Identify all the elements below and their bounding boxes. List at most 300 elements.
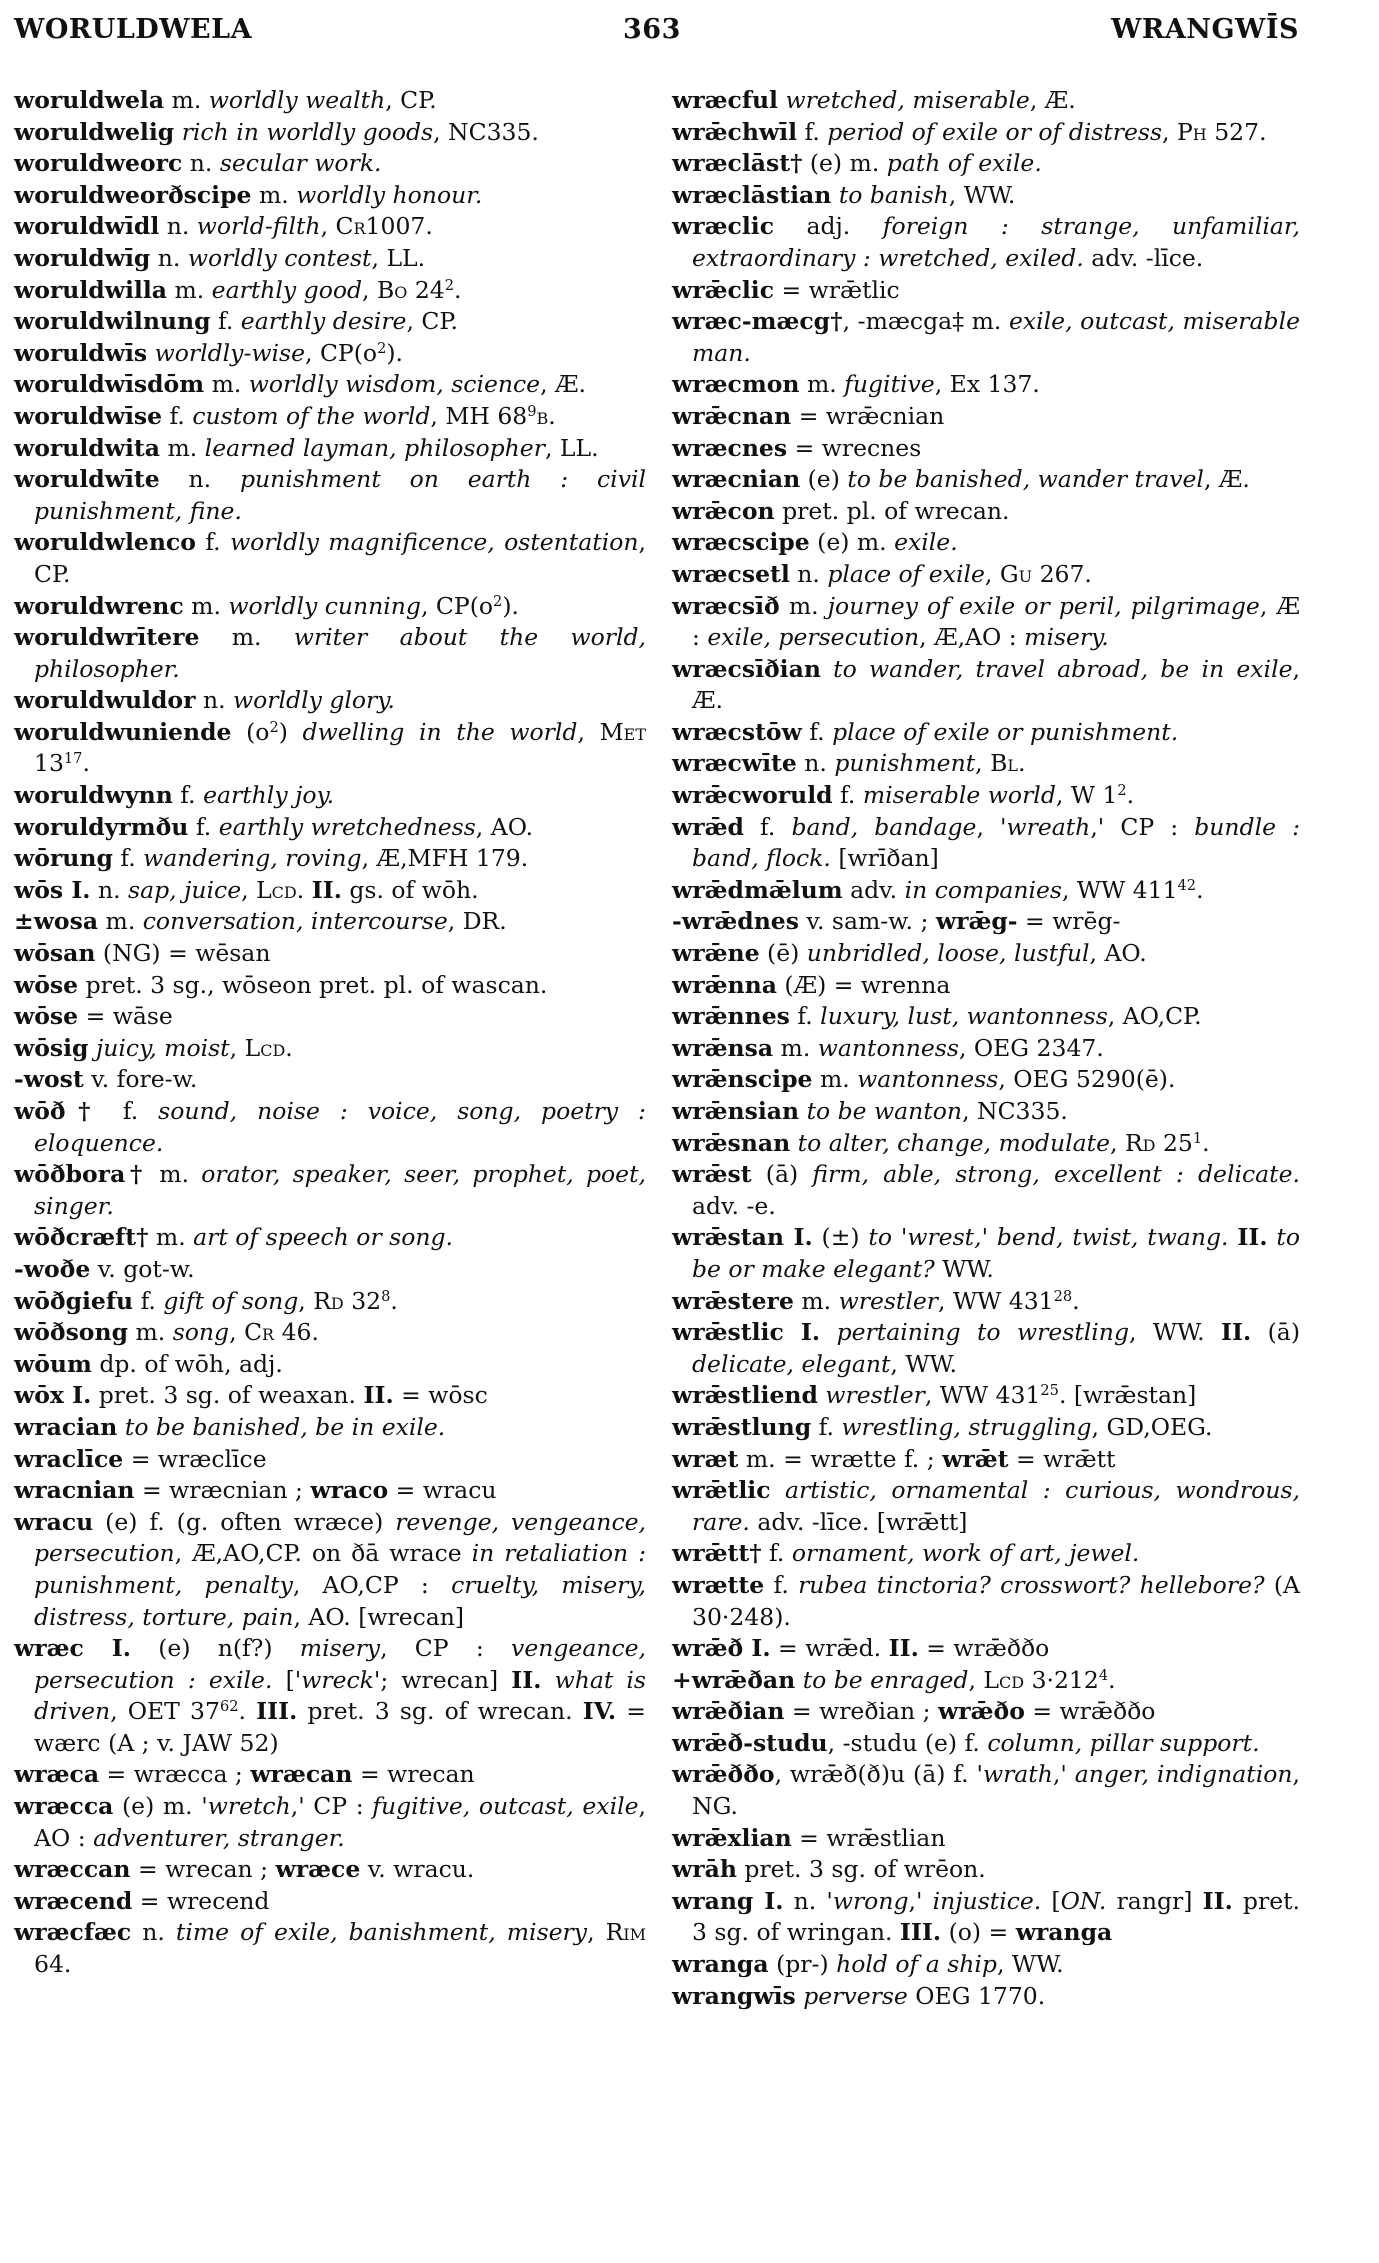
dictionary-entry xyxy=(672,1286,1300,1318)
dictionary-entry xyxy=(672,1412,1300,1444)
entry-text xyxy=(89,1034,96,1062)
dictionary-entry xyxy=(672,1728,1300,1760)
entry-text: 64. xyxy=(34,1950,72,1979)
definition: delicate, elegant xyxy=(692,1349,891,1378)
dictionary-entry xyxy=(14,906,646,938)
entry-text xyxy=(799,1097,806,1125)
definition: vengeance, persecution : exile. xyxy=(34,1634,646,1694)
definition: earthly wretchedness xyxy=(218,812,476,841)
entry-text: = wræclīce xyxy=(123,1444,267,1473)
entry-text: pret. 3 sg. of wrēon. xyxy=(736,1855,986,1884)
headword: wōum xyxy=(14,1349,92,1378)
dictionary-entry xyxy=(14,180,646,212)
headword: III. xyxy=(256,1697,298,1726)
dictionary-entry xyxy=(672,1159,1300,1222)
definition: band, bandage xyxy=(791,812,977,841)
definition: worldly wealth xyxy=(208,86,386,114)
source-abbrev: Lcd xyxy=(244,1033,286,1062)
dictionary-entry xyxy=(14,780,646,812)
dictionary-entry xyxy=(14,1507,646,1633)
definition: adventurer, stranger. xyxy=(93,1823,345,1852)
source-abbrev: Ph xyxy=(1177,117,1207,146)
entry-text: n. xyxy=(182,149,220,178)
entry-text: (NG) = wēsan xyxy=(95,939,271,968)
definition: cruelty, misery, distress, torture, pain xyxy=(34,1570,646,1631)
entry-text: m. xyxy=(793,1286,839,1315)
entry-text: n. xyxy=(789,559,828,588)
dictionary-entry xyxy=(672,1949,1300,1981)
headword: wrǣchwīl xyxy=(672,117,798,146)
dictionary-entry xyxy=(672,211,1300,274)
definition: worldly honour. xyxy=(296,180,483,209)
definition: to be banished, be in exile. xyxy=(124,1412,446,1441)
headword: woruldwrenc xyxy=(14,591,184,620)
entry-text xyxy=(771,1476,786,1504)
definition: perverse xyxy=(803,1981,908,2010)
definition: worldly magnificence, ostentation xyxy=(230,528,639,557)
dictionary-entry xyxy=(672,401,1300,433)
entry-text: = wrǣððo xyxy=(1024,1697,1156,1726)
entry-text: = wrecan ; xyxy=(130,1855,276,1884)
headword: wrǣcon xyxy=(672,496,775,525)
running-head-first-word: WORULDWELA xyxy=(14,14,253,45)
definition: firm, able, strong, excellent : delicate. xyxy=(812,1160,1300,1189)
headword: woruldwīdl xyxy=(14,212,160,241)
running-head-last-word: WRANGWĪS xyxy=(1111,14,1299,45)
headword: II. xyxy=(363,1381,394,1410)
dictionary-entry xyxy=(14,622,646,685)
entry-text: m. xyxy=(147,1160,202,1189)
entry-text: f. xyxy=(162,401,193,430)
definition: to banish xyxy=(838,180,949,209)
entry-text: adv. -līce. [wrǣtt] xyxy=(749,1507,968,1536)
entry-text: , WW 411 xyxy=(1061,875,1178,904)
entry-text xyxy=(831,181,838,209)
entry-text: = wrǣd. xyxy=(770,1634,889,1663)
headword: wræcend xyxy=(14,1886,133,1915)
entry-text: , WW. xyxy=(948,180,1016,209)
entry-text: f. xyxy=(188,812,219,841)
headword: IV. xyxy=(582,1697,617,1726)
entry-text: , Æ,AO,CP. on ðā wrace xyxy=(174,1539,472,1568)
entry-text: , OEG 5290(ē). xyxy=(998,1065,1176,1094)
definition: dwelling in the world xyxy=(302,717,578,746)
entry-text: (ā) xyxy=(751,1160,813,1189)
dictionary-entry xyxy=(672,1444,1300,1476)
superscript: 2 xyxy=(377,339,387,357)
source-abbrev: Bo xyxy=(377,275,408,304)
definition: revenge, vengeance, persecution xyxy=(34,1507,646,1568)
entry-text: = wrǣtlic xyxy=(774,275,900,304)
entry-text: , -mæcga‡ m. xyxy=(842,307,1009,336)
dictionary-entry xyxy=(672,306,1300,369)
source-abbrev: b xyxy=(536,401,549,430)
source-abbrev: Lcd xyxy=(983,1665,1025,1694)
entry-text: = wrǣcnian xyxy=(791,401,945,430)
dictionary-entry xyxy=(672,559,1300,591)
dictionary-entry xyxy=(672,1317,1300,1380)
dictionary-entry xyxy=(14,275,646,307)
dictionary-entry xyxy=(14,1286,646,1318)
headword: wōðsong xyxy=(14,1318,129,1347)
dictionary-entry xyxy=(672,1633,1300,1665)
headword: wræcstōw xyxy=(672,717,802,746)
superscript: 28 xyxy=(1053,1287,1073,1305)
definition: gift of song xyxy=(163,1286,299,1315)
entry-text: pret. 3 sg., wōseon pret. pl. of wascan. xyxy=(78,970,548,999)
definition: to be banished, wander travel xyxy=(847,465,1204,494)
headword: wrǣcworuld xyxy=(672,781,833,810)
dictionary-entry xyxy=(14,369,646,401)
dictionary-entry xyxy=(14,875,646,907)
headword: woruldwīte xyxy=(14,465,160,494)
entry-text: , xyxy=(229,1318,245,1347)
entry-text: , GD,OEG. xyxy=(1091,1412,1213,1441)
entry-text xyxy=(147,339,154,367)
dictionary-entry xyxy=(14,1380,646,1412)
entry-text: m. xyxy=(779,591,828,620)
entry-text: , Æ. xyxy=(540,370,587,399)
headword: woruldwuniende xyxy=(14,717,232,746)
headword: woruldwita xyxy=(14,433,160,462)
dictionary-entry xyxy=(672,1570,1300,1633)
headword: wracu xyxy=(14,1507,94,1536)
dictionary-entry xyxy=(672,180,1300,212)
entry-text xyxy=(541,1666,554,1694)
headword: wraco xyxy=(310,1476,389,1505)
entry-text: = wrǣstlian xyxy=(791,1823,946,1852)
entry-text: , xyxy=(968,1665,984,1694)
headword: woruldwīsdōm xyxy=(14,370,205,399)
entry-text: , WW 431 xyxy=(938,1286,1054,1315)
headword: II. xyxy=(511,1665,542,1694)
entry-text: , WW. xyxy=(890,1349,958,1378)
entry-text: ). xyxy=(502,591,519,620)
entry-text: v. sam-w. ; xyxy=(798,907,936,936)
headword: wrangwīs xyxy=(672,1981,796,2010)
definition: bundle : band, flock. xyxy=(692,812,1300,873)
dictionary-entry xyxy=(672,1222,1300,1285)
entry-text: n. xyxy=(796,749,835,778)
entry-text: , Æ : xyxy=(692,591,1300,652)
headword: woruldwela xyxy=(14,86,165,114)
headword: wrǣððo xyxy=(672,1760,775,1789)
entry-text: , xyxy=(241,875,257,904)
dictionary-entry xyxy=(14,433,646,465)
headword: -wost xyxy=(14,1065,84,1094)
entry-text: f. xyxy=(801,717,833,746)
entry-text: , AO. xyxy=(1089,939,1147,968)
dictionary-entry xyxy=(14,1159,646,1222)
definition: wrath xyxy=(982,1760,1053,1789)
definition: worldly cunning xyxy=(228,591,421,620)
dictionary-entry xyxy=(14,1854,646,1886)
headword: wōsig xyxy=(14,1033,89,1062)
headword: wrǣclic xyxy=(672,275,774,304)
definition: exile, outcast, miserable man. xyxy=(692,307,1301,367)
definition: path of exile. xyxy=(886,149,1042,178)
entry-text: 267. xyxy=(1032,559,1092,588)
entry-text: v. fore-w. xyxy=(83,1065,198,1094)
headword: wrǣxlian xyxy=(672,1823,792,1852)
entry-text: , xyxy=(229,1033,245,1062)
dictionary-entry xyxy=(14,338,646,370)
dictionary-entry xyxy=(14,1001,646,1033)
entry-text: pret. 3 sg. of wrecan. xyxy=(297,1697,583,1726)
definition: wreath xyxy=(1006,812,1091,841)
headword: wrǣnscipe xyxy=(672,1065,813,1094)
page-number: 363 xyxy=(623,14,681,45)
headword: II. xyxy=(1221,1318,1252,1347)
superscript: 1 xyxy=(1192,1129,1203,1147)
definition: in retaliation : punishment, penalty xyxy=(34,1539,646,1599)
entry-text: adv. xyxy=(842,875,905,904)
dictionary-entry xyxy=(14,685,646,717)
definition: anger, indignation xyxy=(1074,1760,1293,1789)
definition: wretch xyxy=(207,1792,291,1821)
dictionary-entry xyxy=(14,1791,646,1854)
headword: wræcscipe xyxy=(672,528,810,557)
definition: orator, speaker, seer, prophet, poet, singer. xyxy=(34,1160,646,1220)
dictionary-entry xyxy=(14,1412,646,1444)
headword: woruldwīg xyxy=(14,243,151,272)
source-abbrev: Bl xyxy=(990,749,1019,778)
headword: woruldwilla xyxy=(14,275,167,304)
entry-text: '; wrecan] xyxy=(373,1665,512,1694)
definition: learned layman, philosopher xyxy=(204,433,545,462)
headword: wræclāstian xyxy=(672,180,832,209)
source-abbrev: Lcd xyxy=(256,875,297,904)
dictionary-entry xyxy=(672,148,1300,180)
entry-text: f. xyxy=(811,1412,842,1441)
definition: earthly good xyxy=(211,275,363,304)
headword: wræccan xyxy=(14,1855,131,1884)
dictionary-entry xyxy=(672,812,1300,875)
entry-text: pret. pl. of wrecan. xyxy=(774,496,1010,525)
entry-text: m. xyxy=(164,86,209,114)
entry-text: (e) f. (g. often wræce) xyxy=(93,1507,396,1536)
headword: wræcsīðian xyxy=(672,654,821,683)
entry-text xyxy=(795,1666,802,1694)
definition: place of exile xyxy=(827,559,985,588)
headword: wrǣtt† xyxy=(672,1539,762,1568)
entry-text: WW. xyxy=(934,1254,994,1283)
headword: II. xyxy=(888,1634,919,1663)
source-abbrev: Rd xyxy=(1124,1128,1156,1157)
definition: artistic, ornamental : curious, wondrous, rare. xyxy=(692,1476,1300,1536)
entry-text: 527. xyxy=(1206,117,1267,146)
dictionary-entry xyxy=(672,1128,1300,1160)
dictionary-entry xyxy=(672,369,1300,401)
headword: wrǣstere xyxy=(672,1286,794,1315)
entry-text: adj. xyxy=(774,212,883,241)
definition: sound, noise : voice, song, poetry : eloquence. xyxy=(34,1097,646,1157)
dictionary-entry xyxy=(672,1981,1300,2013)
entry-text: pret. 3 sg. of weaxan. xyxy=(91,1381,364,1410)
headword: woruldwuldor xyxy=(14,686,196,715)
entry-text: f. xyxy=(172,781,204,810)
dictionary-entry xyxy=(672,527,1300,559)
headword: woruldwīse xyxy=(14,401,163,430)
definition: ON. xyxy=(1060,1886,1107,1915)
entry-text: = wrǣððo xyxy=(918,1634,1050,1663)
entry-text: , -studu (e) f. xyxy=(827,1728,988,1757)
entry-text: v. got-w. xyxy=(90,1254,195,1283)
dictionary-entry xyxy=(672,1886,1300,1949)
definition: juicy, moist xyxy=(95,1033,230,1062)
entry-text: m. xyxy=(159,433,205,462)
entry-text: , xyxy=(320,212,336,241)
definition: injustice. xyxy=(932,1886,1042,1915)
definition: conversation, intercourse xyxy=(142,907,448,936)
headword: wræc-mæcg† xyxy=(672,307,843,336)
definition: to wander, travel abroad, be in exile xyxy=(833,654,1293,683)
entry-text: (o xyxy=(231,717,270,746)
definition: to 'wrest,' bend, twist, twang. xyxy=(868,1223,1229,1252)
entry-text: . xyxy=(1072,1286,1080,1315)
dictionary-entry xyxy=(14,85,646,117)
headword: wræcwīte xyxy=(672,749,797,778)
superscript: 2 xyxy=(1117,782,1127,800)
entry-text: 32 xyxy=(343,1286,382,1315)
headword: wrǣnsian xyxy=(672,1097,800,1125)
dictionary-entry xyxy=(14,1886,646,1918)
dictionary-entry xyxy=(672,1064,1300,1096)
dictionary-entry xyxy=(14,1254,646,1286)
entry-text xyxy=(790,1129,797,1157)
entry-text: , CP. xyxy=(406,307,458,336)
entry-text: gs. of wōh. xyxy=(341,875,479,904)
headword: wrǣdmǣlum xyxy=(672,875,843,904)
dictionary-entry xyxy=(672,906,1300,938)
entry-text: , WW 431 xyxy=(924,1381,1041,1410)
source-abbrev: Rd xyxy=(313,1286,344,1315)
headword: wræcca xyxy=(14,1792,114,1821)
entry-text: , AO : xyxy=(34,1792,646,1852)
entry-text: 1007. xyxy=(365,212,433,241)
headword: wrǣg- xyxy=(935,907,1018,936)
headword: wrāh xyxy=(672,1855,737,1884)
entry-text xyxy=(820,1318,836,1346)
source-abbrev: Cr xyxy=(335,212,366,241)
entry-text: f. xyxy=(797,117,828,146)
definition: hold of a ship xyxy=(836,1950,997,1979)
dictionary-entry xyxy=(14,527,646,590)
entry-text: [wrīðan] xyxy=(830,844,939,873)
entry-text: m. xyxy=(98,907,143,936)
entry-text: [ xyxy=(1041,1886,1061,1915)
entry-text: = wōsc xyxy=(393,1381,488,1410)
entry-text: . xyxy=(296,875,312,904)
entry-text: , Æ. xyxy=(1203,465,1250,494)
left-column xyxy=(14,85,646,1981)
headword: wrǣstliend xyxy=(672,1381,818,1410)
definition: sap, juice xyxy=(128,875,242,904)
superscript: 4 xyxy=(1098,1666,1109,1684)
headword: wōðcræft† xyxy=(14,1223,149,1252)
entry-text: , DR. xyxy=(447,907,507,936)
entry-text: , xyxy=(984,559,1000,588)
definition: to be enraged xyxy=(802,1665,969,1694)
entry-text: , MH 68 xyxy=(430,401,528,430)
entry-text: m. xyxy=(204,370,249,399)
entry-text: f. xyxy=(789,1002,821,1031)
entry-text: , AO. xyxy=(475,812,534,841)
definition: to alter, change, modulate xyxy=(797,1128,1110,1157)
definition: worldly contest xyxy=(187,243,372,272)
dictionary-entry xyxy=(672,970,1300,1002)
superscript: 2 xyxy=(444,276,455,294)
entry-text: f. xyxy=(832,781,863,810)
definition: exile. xyxy=(894,528,958,557)
entry-text: , xyxy=(1110,1128,1125,1157)
headword: wrætte xyxy=(672,1570,765,1599)
entry-text: = wāse xyxy=(78,1002,173,1031)
definition: rich in worldly goods xyxy=(181,117,434,146)
entry-text: , xyxy=(298,1286,314,1315)
entry-text: , Æ. xyxy=(692,654,1300,715)
definition: worldly glory. xyxy=(233,686,395,715)
headword: wrǣsnan xyxy=(672,1128,791,1157)
dictionary-entry xyxy=(14,1759,646,1791)
headword: -woðe xyxy=(14,1254,91,1283)
entry-text: , OEG 2347. xyxy=(958,1033,1104,1062)
entry-text: f. xyxy=(210,307,241,336)
entry-text: . xyxy=(238,1697,257,1726)
entry-text: ,' xyxy=(1052,1760,1075,1789)
entry-text: = wræcnian ; xyxy=(134,1476,311,1505)
dictionary-entry xyxy=(672,496,1300,528)
definition: time of exile, banishment, misery xyxy=(175,1918,588,1947)
superscript: 9 xyxy=(527,402,537,420)
definition: ornament, work of art, jewel. xyxy=(791,1539,1140,1568)
definition: writer about the world, philosopher. xyxy=(34,623,646,683)
entry-text: 46. xyxy=(274,1318,319,1347)
dictionary-entry xyxy=(672,1696,1300,1728)
entry-text: , Æ,AO : xyxy=(919,623,1025,652)
source-abbrev: Gu xyxy=(999,559,1033,588)
entry-text: , LL. xyxy=(371,243,426,272)
entry-text: , Æ,MFH 179. xyxy=(361,844,529,873)
entry-text: , xyxy=(1162,117,1177,146)
definition: wandering, roving xyxy=(143,844,362,873)
entry-text: n. xyxy=(150,243,188,272)
entry-text: f. xyxy=(112,844,144,873)
dictionary-entry xyxy=(14,1096,646,1159)
definition: fugitive, outcast, exile xyxy=(372,1792,639,1821)
definition: wrestler xyxy=(838,1286,939,1315)
dictionary-entry xyxy=(672,464,1300,496)
headword: wræcful xyxy=(672,86,778,114)
entry-text: m. xyxy=(773,1033,818,1062)
entry-text: , xyxy=(975,749,991,778)
dictionary-entry xyxy=(672,117,1300,149)
definition: journey of exile or peril, pilgrimage xyxy=(827,591,1260,620)
dictionary-entry xyxy=(14,843,646,875)
definition: rubea tinctoria? crosswort? hellebore? xyxy=(798,1570,1265,1599)
headword: wrǣstlung xyxy=(672,1412,812,1441)
entry-text: , Ex 137. xyxy=(934,370,1040,399)
entry-text: , AO,CP. xyxy=(1107,1002,1202,1031)
entry-text: n. xyxy=(90,875,129,904)
headword: wrǣt xyxy=(942,1444,1009,1473)
dictionary-entry xyxy=(14,306,646,338)
headword: woruldwrītere xyxy=(14,623,200,652)
definition: column, pillar support. xyxy=(987,1728,1260,1757)
entry-text: f. xyxy=(743,812,792,841)
dictionary-entry xyxy=(672,275,1300,307)
entry-text: , WW. xyxy=(1129,1318,1222,1347)
